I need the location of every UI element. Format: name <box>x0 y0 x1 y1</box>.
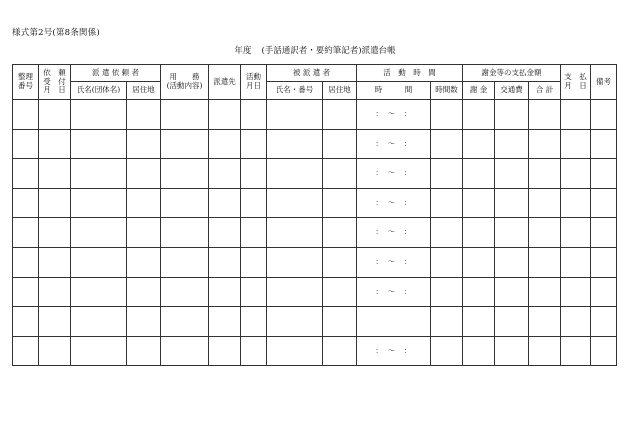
table-cell[interactable] <box>267 218 323 248</box>
table-cell[interactable] <box>13 100 39 130</box>
table-cell[interactable] <box>127 336 161 366</box>
table-cell[interactable] <box>71 307 127 337</box>
table-cell[interactable] <box>495 100 529 130</box>
table-row <box>13 277 617 307</box>
table-cell[interactable] <box>161 100 209 130</box>
table-cell[interactable] <box>39 307 71 337</box>
col-group-payment: 謝金等の支払金額 <box>463 65 561 82</box>
table-cell[interactable] <box>267 336 323 366</box>
table-cell[interactable] <box>71 188 127 218</box>
table-cell[interactable] <box>241 159 267 189</box>
table-cell[interactable] <box>39 277 71 307</box>
table-cell[interactable] <box>591 218 617 248</box>
table-cell[interactable] <box>495 129 529 159</box>
table-cell[interactable] <box>495 336 529 366</box>
col-requester-name: 氏名(団体名) <box>71 82 127 100</box>
table-cell[interactable] <box>209 188 241 218</box>
table-cell[interactable] <box>561 336 591 366</box>
table-cell[interactable] <box>463 218 495 248</box>
table-cell[interactable] <box>267 100 323 130</box>
col-dispatched-address: 居住地 <box>323 82 357 100</box>
table-cell[interactable] <box>241 129 267 159</box>
ledger-body <box>13 100 617 366</box>
table-row <box>13 247 617 277</box>
table-cell[interactable] <box>591 336 617 366</box>
table-cell[interactable] <box>591 247 617 277</box>
table-cell[interactable] <box>431 100 463 130</box>
table-cell[interactable] <box>161 159 209 189</box>
table-cell[interactable] <box>267 188 323 218</box>
col-dispatched-name: 氏名・番号 <box>267 82 323 100</box>
table-cell[interactable] <box>529 100 561 130</box>
table-cell[interactable] <box>241 307 267 337</box>
table-cell[interactable] <box>323 218 357 248</box>
time-range-cell[interactable]: ： 〜 ： <box>357 129 431 159</box>
col-requester-address: 居住地 <box>127 82 161 100</box>
table-cell[interactable] <box>323 188 357 218</box>
time-range-cell[interactable]: ： 〜 ： <box>357 277 431 307</box>
table-cell[interactable] <box>71 247 127 277</box>
table-cell[interactable] <box>127 188 161 218</box>
table-cell[interactable] <box>13 188 39 218</box>
table-cell[interactable] <box>161 336 209 366</box>
table-cell[interactable] <box>495 218 529 248</box>
table-cell[interactable] <box>431 159 463 189</box>
time-range-cell[interactable]: ： 〜 ： <box>357 218 431 248</box>
table-cell[interactable] <box>127 247 161 277</box>
table-cell[interactable] <box>561 277 591 307</box>
table-cell[interactable] <box>495 277 529 307</box>
time-range-cell[interactable]: ： 〜 ： <box>357 188 431 218</box>
table-cell[interactable] <box>161 277 209 307</box>
table-row <box>13 218 617 248</box>
table-cell[interactable] <box>463 188 495 218</box>
table-cell[interactable] <box>591 100 617 130</box>
table-cell[interactable] <box>13 336 39 366</box>
table-cell[interactable] <box>463 247 495 277</box>
table-cell[interactable] <box>431 218 463 248</box>
form-id-label: 様式第2号(第8条関係) <box>12 28 100 38</box>
table-cell[interactable] <box>323 336 357 366</box>
time-range-cell[interactable]: ： 〜 ： <box>357 159 431 189</box>
table-cell[interactable] <box>161 218 209 248</box>
title-body: (手話通訳者・要約筆記者)派遣台帳 <box>261 46 396 56</box>
table-cell[interactable] <box>431 336 463 366</box>
table-cell[interactable] <box>431 307 463 337</box>
table-cell[interactable] <box>495 188 529 218</box>
table-cell[interactable] <box>463 307 495 337</box>
time-range-cell[interactable]: ： 〜 ： <box>357 247 431 277</box>
table-cell[interactable] <box>591 307 617 337</box>
table-cell[interactable] <box>591 159 617 189</box>
table-cell[interactable] <box>127 307 161 337</box>
col-purpose: 用 務 (活動内容) <box>161 65 209 100</box>
table-cell[interactable] <box>241 247 267 277</box>
table-cell[interactable] <box>39 218 71 248</box>
col-total: 合 計 <box>529 82 561 100</box>
table-cell[interactable] <box>13 307 39 337</box>
table-cell[interactable] <box>71 100 127 130</box>
table-cell[interactable] <box>561 307 591 337</box>
table-cell[interactable] <box>13 218 39 248</box>
table-cell[interactable] <box>591 277 617 307</box>
table-cell[interactable] <box>529 188 561 218</box>
col-group-requester: 派 遣 依 頼 者 <box>71 65 161 82</box>
table-cell[interactable] <box>13 277 39 307</box>
table-cell[interactable] <box>71 336 127 366</box>
table-cell[interactable] <box>529 129 561 159</box>
table-cell[interactable] <box>209 277 241 307</box>
table-row <box>13 159 617 189</box>
table-cell[interactable] <box>495 307 529 337</box>
col-payment-date: 支 払 月 日 <box>561 65 591 100</box>
table-cell[interactable] <box>267 277 323 307</box>
table-cell[interactable] <box>495 247 529 277</box>
table-cell[interactable] <box>323 277 357 307</box>
table-cell[interactable] <box>561 218 591 248</box>
table-cell[interactable] <box>71 218 127 248</box>
col-destination: 派遣先 <box>209 65 241 100</box>
table-cell[interactable] <box>529 277 561 307</box>
table-cell[interactable] <box>529 307 561 337</box>
table-cell[interactable] <box>39 188 71 218</box>
table-cell[interactable] <box>209 159 241 189</box>
table-cell[interactable] <box>209 218 241 248</box>
table-cell[interactable] <box>323 307 357 337</box>
table-cell[interactable] <box>463 336 495 366</box>
table-cell[interactable] <box>13 129 39 159</box>
table-cell[interactable] <box>39 247 71 277</box>
table-cell[interactable] <box>463 277 495 307</box>
table-cell[interactable] <box>161 247 209 277</box>
col-hours: 時間数 <box>431 82 463 100</box>
col-group-activity-time: 活 動 時 間 <box>357 65 463 82</box>
table-cell[interactable] <box>161 129 209 159</box>
table-row <box>13 188 617 218</box>
table-cell[interactable] <box>463 100 495 130</box>
table-cell[interactable] <box>39 159 71 189</box>
table-cell[interactable] <box>561 159 591 189</box>
table-cell[interactable] <box>431 277 463 307</box>
table-cell[interactable] <box>431 247 463 277</box>
table-cell[interactable] <box>431 129 463 159</box>
table-cell[interactable] <box>591 129 617 159</box>
table-cell[interactable] <box>323 100 357 130</box>
year-label: 年度 <box>234 46 252 56</box>
table-cell[interactable] <box>561 247 591 277</box>
table-cell[interactable] <box>267 159 323 189</box>
table-cell[interactable] <box>13 247 39 277</box>
dispatch-ledger-table <box>12 64 617 366</box>
table-row <box>13 307 617 337</box>
table-cell[interactable] <box>241 100 267 130</box>
table-cell[interactable] <box>13 159 39 189</box>
table-cell[interactable] <box>39 129 71 159</box>
table-cell[interactable] <box>561 129 591 159</box>
table-cell[interactable] <box>323 247 357 277</box>
table-cell[interactable] <box>71 159 127 189</box>
col-remarks: 備考 <box>591 65 617 100</box>
table-cell[interactable] <box>127 159 161 189</box>
col-seiri-bango: 整理 番号 <box>13 65 39 100</box>
col-irai-uketsuke: 依 頼 受 付 月 日 <box>39 65 71 100</box>
table-cell[interactable] <box>241 336 267 366</box>
col-activity-date: 活動 月日 <box>241 65 267 100</box>
col-honorarium: 謝 金 <box>463 82 495 100</box>
table-cell[interactable] <box>529 247 561 277</box>
table-cell[interactable] <box>267 247 323 277</box>
table-cell[interactable] <box>39 100 71 130</box>
table-cell[interactable] <box>267 129 323 159</box>
table-cell[interactable] <box>561 188 591 218</box>
table-cell[interactable] <box>71 129 127 159</box>
table-cell[interactable] <box>209 336 241 366</box>
ledger-title <box>0 44 630 56</box>
table-cell[interactable] <box>161 307 209 337</box>
table-cell[interactable] <box>127 277 161 307</box>
table-cell[interactable] <box>323 129 357 159</box>
time-range-cell[interactable]: ： 〜 ： <box>357 336 431 366</box>
table-cell[interactable] <box>127 100 161 130</box>
table-row <box>13 129 617 159</box>
table-cell[interactable] <box>529 159 561 189</box>
table-cell[interactable] <box>209 307 241 337</box>
col-group-dispatched: 被 派 遣 者 <box>267 65 357 82</box>
table-cell[interactable] <box>529 218 561 248</box>
table-cell[interactable] <box>209 247 241 277</box>
table-cell[interactable] <box>323 159 357 189</box>
time-range-cell[interactable]: ： 〜 ： <box>357 100 431 130</box>
col-transport: 交通費 <box>495 82 529 100</box>
time-range-cell[interactable] <box>357 307 431 337</box>
table-cell[interactable] <box>209 100 241 130</box>
table-cell[interactable] <box>495 159 529 189</box>
table-cell[interactable] <box>241 277 267 307</box>
table-cell[interactable] <box>39 336 71 366</box>
table-cell[interactable] <box>529 336 561 366</box>
table-cell[interactable] <box>161 188 209 218</box>
table-cell[interactable] <box>267 307 323 337</box>
table-cell[interactable] <box>463 159 495 189</box>
table-cell[interactable] <box>561 100 591 130</box>
table-cell[interactable] <box>241 188 267 218</box>
table-cell[interactable] <box>241 218 267 248</box>
table-cell[interactable] <box>127 218 161 248</box>
table-cell[interactable] <box>591 188 617 218</box>
table-row <box>13 100 617 130</box>
col-time: 時 間 <box>357 82 431 100</box>
table-cell[interactable] <box>463 129 495 159</box>
table-cell[interactable] <box>431 188 463 218</box>
table-cell[interactable] <box>209 129 241 159</box>
table-cell[interactable] <box>71 277 127 307</box>
table-row <box>13 336 617 366</box>
table-cell[interactable] <box>127 129 161 159</box>
